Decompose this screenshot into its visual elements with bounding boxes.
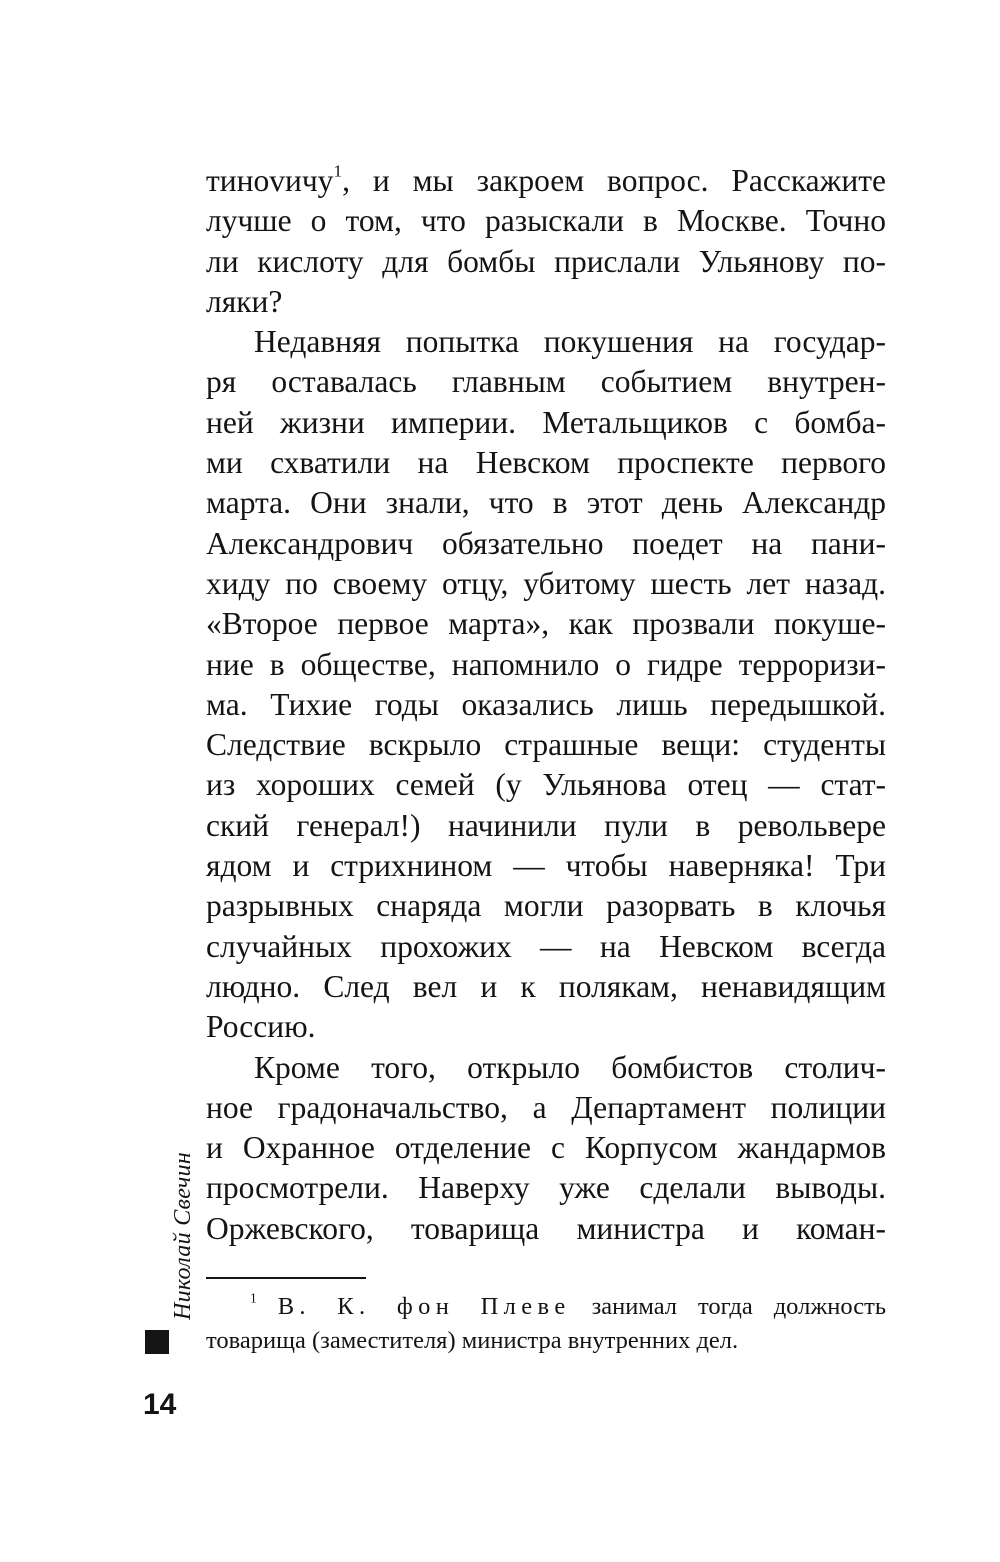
text-line: хиду по своему отцу, убитому шесть лет назад. — [206, 565, 886, 601]
footnote-line: товарища (заместителя) министра внутренних дел. — [206, 1327, 739, 1354]
text-line: Оржевского, товарища министра и коман- — [206, 1210, 886, 1246]
text-line: людно. След вел и к полякам, ненавидящим — [206, 968, 886, 1004]
text-line: и Охранное отделение с Корпусом жандармов — [206, 1130, 886, 1166]
footnote-line — [206, 1290, 886, 1324]
footnote-divider — [206, 1277, 366, 1279]
text-line: Кроме того, открыло бомбистов столич- — [254, 1049, 886, 1085]
footnote-person-name: В. К. фон Плеве — [277, 1293, 571, 1320]
text-line: Россию. — [206, 1009, 316, 1045]
text-line: ма. Тихие годы оказались лишь передышкой. — [206, 686, 886, 722]
text-line: марта. Они знали, что в этот день Александр — [206, 485, 886, 521]
text-line: Следствие вскрыло страшные вещи: студенты — [206, 727, 886, 763]
footnote-text: занимал тогда должность — [591, 1293, 886, 1320]
text-line: случайных прохожих — на Невском всегда — [206, 928, 886, 964]
text-line: Недавняя попытка покушения на государ- — [254, 324, 886, 360]
text-line-end: , и мы закроем вопрос. Расскажите — [342, 163, 886, 198]
text-line: ное градоначальство, а Департамент полиции — [206, 1089, 886, 1125]
text-line: ляки? — [206, 283, 283, 319]
footnote-marker: 1 — [250, 1290, 257, 1306]
text-line: ря оставалась главным событием внутрен- — [206, 364, 886, 400]
text-line: разрывных снаряда могли разорвать в клочья — [206, 888, 886, 924]
body-text — [206, 161, 886, 1249]
footnote — [206, 1290, 886, 1358]
text-line: ми схватили на Невском проспекте первого — [206, 445, 886, 481]
text-line — [206, 161, 886, 201]
square-marker-icon — [145, 1330, 169, 1354]
text-line: Александрович обязательно поедет на пани- — [206, 525, 886, 561]
text-line-start: тинovичу — [206, 163, 334, 198]
text-line: из хороших семей (у Ульянова отец — стат- — [206, 767, 886, 803]
text-line: ние в обществе, напомнило о гидре терроризи- — [206, 646, 886, 682]
running-head-author: Николай Свечин — [170, 1151, 196, 1320]
text-line: ней жизни империи. Метальщиков с бомба- — [206, 404, 886, 440]
text-line: ли кислоту для бомбы прислали Ульянову по- — [206, 243, 886, 279]
text-line: «Второе первое марта», как прозвали покуше- — [206, 606, 886, 642]
page-number: 14 — [143, 1388, 177, 1421]
footnote-reference: 1 — [333, 161, 343, 181]
text-line: ский генерал!) начинили пули в револьвере — [206, 807, 886, 843]
text-line: ядом и стрихнином — чтобы наверняка! Три — [206, 848, 886, 884]
text-line: лучше о том, что разыскали в Москве. Точно — [206, 203, 886, 239]
text-line: просмотрели. Наверху уже сделали выводы. — [206, 1170, 886, 1206]
